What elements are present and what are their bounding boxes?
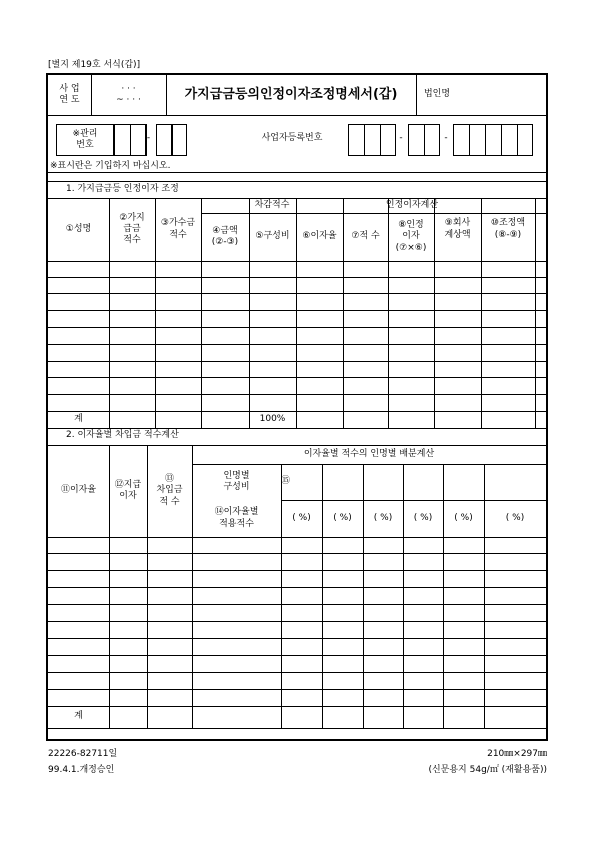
header-bottom-rule — [48, 115, 546, 116]
col-amount: ④금액 (②-③) — [211, 225, 239, 247]
biz-reg-digit — [501, 124, 502, 156]
section2-row-rule — [48, 570, 546, 571]
row-header-ratio: 인명별 구성비 — [223, 470, 250, 492]
pct-col — [322, 464, 323, 537]
mgmt-dash: - — [146, 132, 151, 143]
col-company-amount: ⑨회사 계상액 — [444, 218, 471, 240]
section1-row-rule — [48, 344, 546, 345]
biz-reg-digit — [469, 124, 470, 156]
section1-row-rule — [48, 411, 546, 412]
mgmt-number-label: ※관리 번호 — [72, 128, 98, 150]
pct-cell: ( %) — [505, 512, 525, 523]
section1-total-ratio: 100% — [259, 413, 286, 424]
col-rate: ⑪이자율 — [60, 485, 97, 496]
biz-reg-box-a[interactable] — [348, 124, 396, 156]
biz-reg-dash-2: - — [444, 132, 448, 143]
section2-row-rule — [48, 728, 546, 729]
footer-paper-type: (신문용지 54g/㎡ (재활용품)) — [428, 765, 547, 775]
biz-reg-dash-1: - — [399, 132, 403, 143]
section1-row-rule — [48, 327, 546, 328]
group-header-interest: 인정이자계산 — [385, 199, 439, 210]
col-suspense-product: ③가수금 적수 — [160, 218, 196, 240]
tax-form — [46, 73, 548, 741]
section1-total-label: 계 — [74, 413, 83, 424]
section1-title: 1. 가지급금등 인정이자 조정 — [66, 184, 179, 195]
biz-reg-digit — [485, 124, 486, 156]
section2-row-rule — [48, 587, 546, 588]
col-paid-interest: ⑫지급 이자 — [114, 479, 142, 501]
mgmt-number-box-2[interactable] — [156, 124, 172, 156]
form-number: [별지 제19호 서식(갑)] — [48, 60, 141, 70]
col-advance-product: ②가지 급금 적수 — [119, 212, 145, 246]
biz-reg-digit — [424, 124, 425, 156]
row-header-applied-product: ⑭이자율별 적용적수 — [214, 507, 259, 529]
col-borrowing-product: ⑬ 차입금 적 수 — [156, 474, 183, 507]
pct-cell: ( %) — [292, 512, 311, 523]
section1-row-rule — [48, 277, 546, 278]
section2-row-rule — [48, 553, 546, 554]
notice-text: ※표시란은 기입하지 마십시오. — [50, 161, 171, 172]
section1-row-rule — [48, 377, 546, 378]
section2-row-rule — [48, 655, 546, 656]
section2-row-rule — [48, 689, 546, 690]
section1-row-rule — [48, 261, 546, 262]
section1-row-rule — [48, 310, 546, 311]
section2-row-rule — [48, 537, 546, 538]
section2-total-label: 계 — [74, 711, 83, 722]
corp-name-label: 법인명 — [423, 89, 451, 100]
section1-right-edge — [546, 198, 547, 428]
group-header-deduction: 차감적수 — [254, 199, 290, 210]
section2-row-rule — [48, 672, 546, 673]
section1-row-rule — [48, 293, 546, 294]
fiscal-year-value: · · · ~ · · · — [116, 83, 141, 105]
form-title: 가지급금등의인정이자조정명세서(갑) — [184, 86, 398, 102]
distribution-header: 이자율별 적수의 인명별 배분계산 — [303, 448, 435, 459]
section1-row-rule — [48, 361, 546, 362]
biz-reg-box-c[interactable] — [453, 124, 533, 156]
footer-paper-size: 210㎜×297㎜ — [487, 749, 547, 759]
col-interest-rate: ⑥이자율 — [302, 231, 337, 242]
col-15-marker: ⑮ — [281, 476, 291, 487]
pct-cell: ( %) — [333, 512, 352, 523]
mgmt-number-box-3[interactable] — [172, 124, 187, 156]
footer-form-code: 22226-82711일 — [48, 749, 118, 759]
pct-cell: ( %) — [454, 512, 473, 523]
section1-row-rule — [48, 394, 546, 395]
section2-row-rule — [48, 706, 546, 707]
col-product: ⑦적 수 — [351, 231, 380, 242]
biz-reg-digit — [517, 124, 518, 156]
footer-approval: 99.4.1.개정승인 — [48, 765, 115, 775]
section2-title: 2. 이자율별 차입금 적수계산 — [66, 430, 179, 441]
biz-reg-digit — [364, 124, 365, 156]
section2-row-rule — [48, 638, 546, 639]
biz-reg-label: 사업자등록번호 — [261, 132, 323, 143]
mgmt-number-box-1[interactable] — [114, 124, 146, 156]
section2-row-rule — [48, 604, 546, 605]
section2-row-rule — [48, 621, 546, 622]
pct-cell: ( %) — [373, 512, 393, 523]
form-bottom-rule — [48, 739, 546, 740]
fiscal-year-label: 사 업 연 도 — [59, 83, 80, 105]
col-adjustment: ⑩조정액 (⑧-⑨) — [490, 218, 526, 240]
pct-cell: ( %) — [413, 512, 433, 523]
biz-reg-digit — [380, 124, 381, 156]
col-name: ①성명 — [65, 223, 92, 234]
col-recognized-interest: ⑧인정 이자 (⑦×⑥) — [395, 220, 427, 253]
col-ratio: ⑤구성비 — [255, 231, 290, 242]
